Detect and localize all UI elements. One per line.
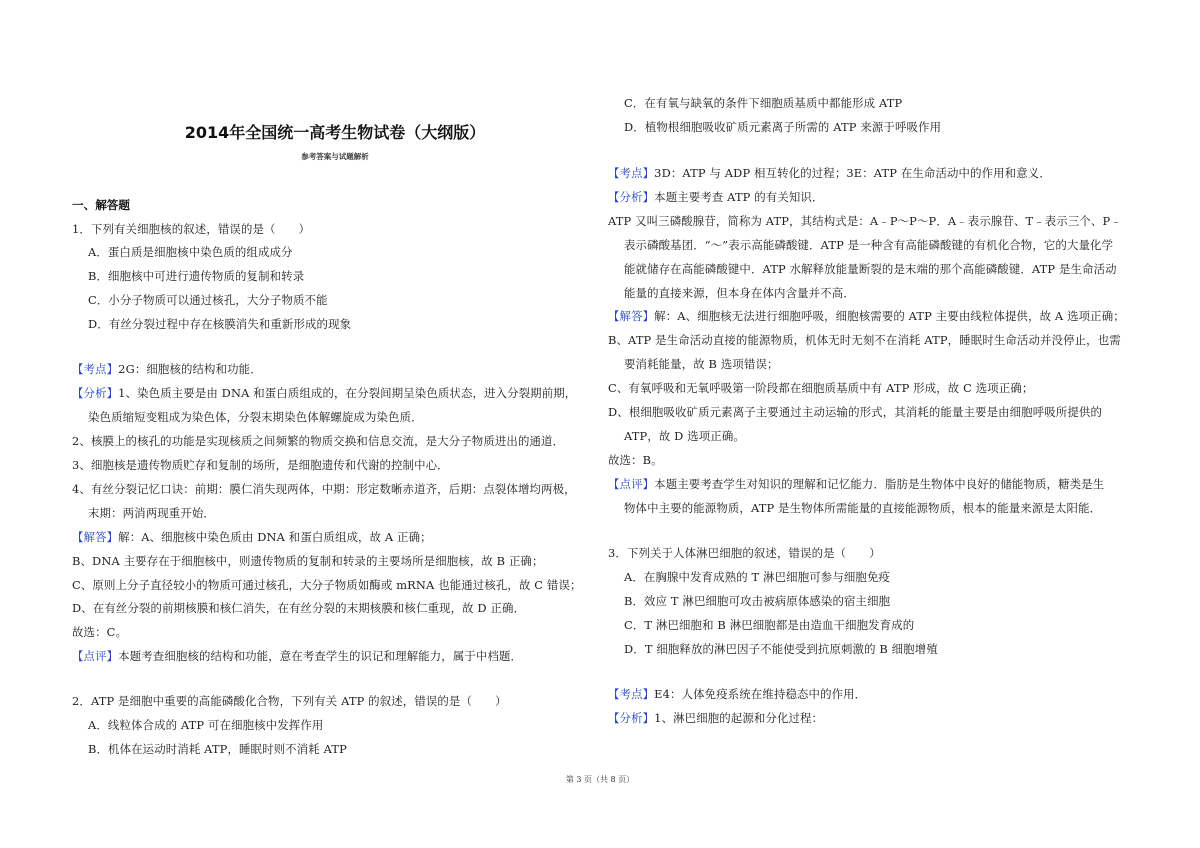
line-text: D、根细胞吸收矿质元素离子主要通过主动运输的形式，其消耗的能量主要是由细胞呼吸所提供的 bbox=[608, 405, 1102, 419]
text-line bbox=[608, 452, 663, 468]
line-text: C．小分子物质可以通过核孔，大分子物质不能 bbox=[88, 293, 328, 307]
text-line bbox=[72, 553, 544, 569]
line-text: 1、染色质主要是由 DNA 和蛋白质组成的，在分裂间期呈染色质状态，进入分裂期前期， bbox=[118, 386, 577, 400]
line-text: B、ATP 是生命活动直接的能源物质，机体无时无刻不在消耗 ATP，睡眠时生命活动并没停止，也需 bbox=[608, 333, 1121, 347]
annotated-line bbox=[608, 710, 823, 726]
line-text: B．机体在运动时消耗 ATP，睡眠时则不消耗 ATP bbox=[88, 742, 347, 756]
line-text: 能量的直接来源，但本身在体内含量并不高． bbox=[624, 286, 855, 300]
text-line bbox=[88, 292, 328, 308]
line-text: 1．下列有关细胞核的叙述，错误的是（ ） bbox=[72, 222, 311, 236]
line-text: 2G：细胞核的结构和功能． bbox=[118, 362, 262, 376]
line-text: 2、核膜上的核孔的功能是实现核质之间频繁的物质交换和信息交流，是大分子物质进出的通道． bbox=[72, 434, 565, 448]
text-line bbox=[72, 457, 449, 473]
text-line bbox=[72, 433, 564, 449]
text-line bbox=[608, 332, 1121, 348]
text-line bbox=[608, 380, 1033, 396]
text-line bbox=[624, 428, 745, 444]
text-line bbox=[624, 500, 1101, 516]
text-line bbox=[624, 593, 890, 609]
text-line bbox=[624, 617, 914, 633]
line-text: 本题主要考查 ATP 的有关知识． bbox=[654, 190, 824, 204]
line-text: 3．下列关于人体淋巴细胞的叙述，错误的是（ ） bbox=[608, 546, 881, 560]
annotated-line bbox=[72, 529, 432, 545]
line-text: 1、淋巴细胞的起源和分化过程： bbox=[654, 711, 824, 725]
line-text: 表示磷酸基团．“～”表示高能磷酸键．ATP 是一种含有高能磷酸键的有机化合物，它的大量化学 bbox=[624, 238, 1114, 252]
section-tag: 【分析】 bbox=[608, 190, 655, 204]
section-tag: 【解答】 bbox=[608, 309, 655, 323]
text-line bbox=[72, 624, 127, 640]
text-line bbox=[72, 693, 507, 709]
line-text: 解：A、细胞核中染色质由 DNA 和蛋白质组成，故 A 正确； bbox=[118, 530, 432, 544]
text-line bbox=[72, 221, 310, 237]
line-text: 故选：B。 bbox=[608, 453, 663, 467]
line-text: D．植物根细胞吸收矿质元素离子所需的 ATP 来源于呼吸作用 bbox=[624, 120, 942, 134]
line-text: E4：人体免疫系统在维持稳态中的作用． bbox=[654, 687, 867, 701]
line-text: 末期：两消两现重开始． bbox=[88, 506, 215, 520]
text-line bbox=[624, 119, 941, 135]
page-footer: 第 3 页（共 8 页） bbox=[565, 775, 635, 784]
line-text: 解：A、细胞核无法进行细胞呼吸，细胞核需要的 ATP 主要由线粒体提供，故 A 选项正确； bbox=[654, 309, 1125, 323]
line-text: 3D：ATP 与 ADP 相互转化的过程；3E：ATP 在生命活动中的作用和意义． bbox=[654, 166, 1051, 180]
text-line bbox=[624, 569, 890, 585]
annotated-line bbox=[608, 165, 1051, 181]
line-text: 3、细胞核是遗传物质贮存和复制的场所，是细胞遗传和代谢的控制中心． bbox=[72, 458, 449, 472]
text-line bbox=[72, 481, 576, 497]
section-tag: 【点评】 bbox=[608, 477, 655, 491]
section-tag: 【考点】 bbox=[608, 687, 655, 701]
text-line bbox=[624, 95, 902, 111]
page-title: 2014年全国统一高考生物试卷（大纲版） bbox=[184, 123, 486, 142]
line-text: 染色质缩短变粗成为染色体，分裂末期染色体解螺旋成为染色质． bbox=[88, 410, 423, 424]
line-text: C、有氧呼吸和无氧呼吸第一阶段都在细胞质基质中有 ATP 形成，故 C 选项正确； bbox=[608, 381, 1034, 395]
line-text: B．效应 T 淋巴细胞可攻击被病原体感染的宿主细胞 bbox=[624, 594, 891, 608]
text-line bbox=[624, 641, 938, 657]
text-line bbox=[72, 600, 525, 616]
annotated-line bbox=[72, 361, 262, 377]
line-text: ATP，故 D 选项正确。 bbox=[624, 429, 745, 443]
annotated-line bbox=[72, 385, 576, 401]
section-tag: 【分析】 bbox=[72, 386, 119, 400]
section-tag: 【分析】 bbox=[608, 711, 655, 725]
annotated-line bbox=[608, 189, 824, 205]
line-text: 本题主要考查学生对知识的理解和记忆能力．脂肪是生物体中良好的储能物质，糖类是生 bbox=[654, 477, 1105, 491]
line-text: D、在有丝分裂的前期核膜和核仁消失，在有丝分裂的末期核膜和核仁重现，故 D 正确． bbox=[72, 601, 526, 615]
text-line bbox=[72, 577, 582, 593]
section-tag: 【考点】 bbox=[72, 362, 119, 376]
text-line bbox=[608, 213, 1122, 229]
line-text: 故选：C。 bbox=[72, 625, 128, 639]
text-line bbox=[624, 237, 1113, 253]
line-text: B、DNA 主要存在于细胞核中，则遗传物质的复制和转录的主要场所是细胞核，故 B 正确； bbox=[72, 554, 544, 568]
text-line bbox=[88, 244, 293, 260]
line-text: 物体中主要的能源物质，ATP 是生物体所需能量的直接能源物质，根本的能量来源是太阳能． bbox=[624, 501, 1102, 515]
text-line bbox=[608, 404, 1102, 420]
annotated-line bbox=[72, 648, 522, 664]
text-line bbox=[88, 741, 347, 757]
text-line bbox=[88, 268, 304, 284]
line-text: D．T 细胞释放的淋巴因子不能使受到抗原刺激的 B 细胞增殖 bbox=[624, 642, 938, 656]
text-line bbox=[88, 409, 423, 425]
text-line bbox=[624, 261, 1117, 277]
annotated-line bbox=[608, 308, 1125, 324]
text-line bbox=[88, 316, 351, 332]
text-line bbox=[88, 505, 215, 521]
line-text: C．在有氧与缺氧的条件下细胞质基质中都能形成 ATP bbox=[624, 96, 903, 110]
line-text: 要消耗能量，故 B 选项错误； bbox=[624, 357, 779, 371]
line-text: A．线粒体合成的 ATP 可在细胞核中发挥作用 bbox=[88, 718, 324, 732]
line-text: A．蛋白质是细胞核中染色质的组成成分 bbox=[88, 245, 293, 259]
line-text: A．在胸腺中发育成熟的 T 淋巴细胞可参与细胞免疫 bbox=[624, 570, 891, 584]
text-line bbox=[624, 356, 779, 372]
page-subtitle: 参考答案与试题解析 bbox=[301, 152, 369, 161]
section-tag: 【点评】 bbox=[72, 649, 119, 663]
line-text: ATP 又叫三磷酸腺苷，简称为 ATP，其结构式是：A﹣P～P～P．A﹣表示腺苷、T﹣表示三个、P﹣ bbox=[608, 214, 1122, 228]
text-line bbox=[88, 717, 323, 733]
line-text: C．T 淋巴细胞和 B 淋巴细胞都是由造血干细胞发育成的 bbox=[624, 618, 915, 632]
line-text: C、原则上分子直径较小的物质可通过核孔，大分子物质如酶或 mRNA 也能通过核孔，故 C 错误； bbox=[72, 578, 582, 592]
annotated-line bbox=[608, 476, 1104, 492]
section-tag: 【考点】 bbox=[608, 166, 655, 180]
line-text: 能就储存在高能磷酸键中．ATP 水解释放能量断裂的是末端的那个高能磷酸键．ATP 是生命活动 bbox=[624, 262, 1117, 276]
line-text: D．有丝分裂过程中存在核膜消失和重新形成的现象 bbox=[88, 317, 352, 331]
annotated-line bbox=[608, 686, 866, 702]
line-text: 本题考查细胞核的结构和功能，意在考查学生的识记和理解能力，属于中档题． bbox=[118, 649, 523, 663]
line-text: 4、有丝分裂记忆口诀：前期：膜仁消失现两体，中期：形定数晰赤道齐，后期：点裂体增均两极， bbox=[72, 482, 576, 496]
text-line bbox=[624, 285, 855, 301]
section-heading: 一、解答题 bbox=[72, 198, 130, 212]
section-tag: 【解答】 bbox=[72, 530, 119, 544]
line-text: 2．ATP 是细胞中重要的高能磷酸化合物，下列有关 ATP 的叙述，错误的是（ ） bbox=[72, 694, 507, 708]
line-text: B．细胞核中可进行遗传物质的复制和转录 bbox=[88, 269, 305, 283]
text-line bbox=[608, 545, 881, 561]
